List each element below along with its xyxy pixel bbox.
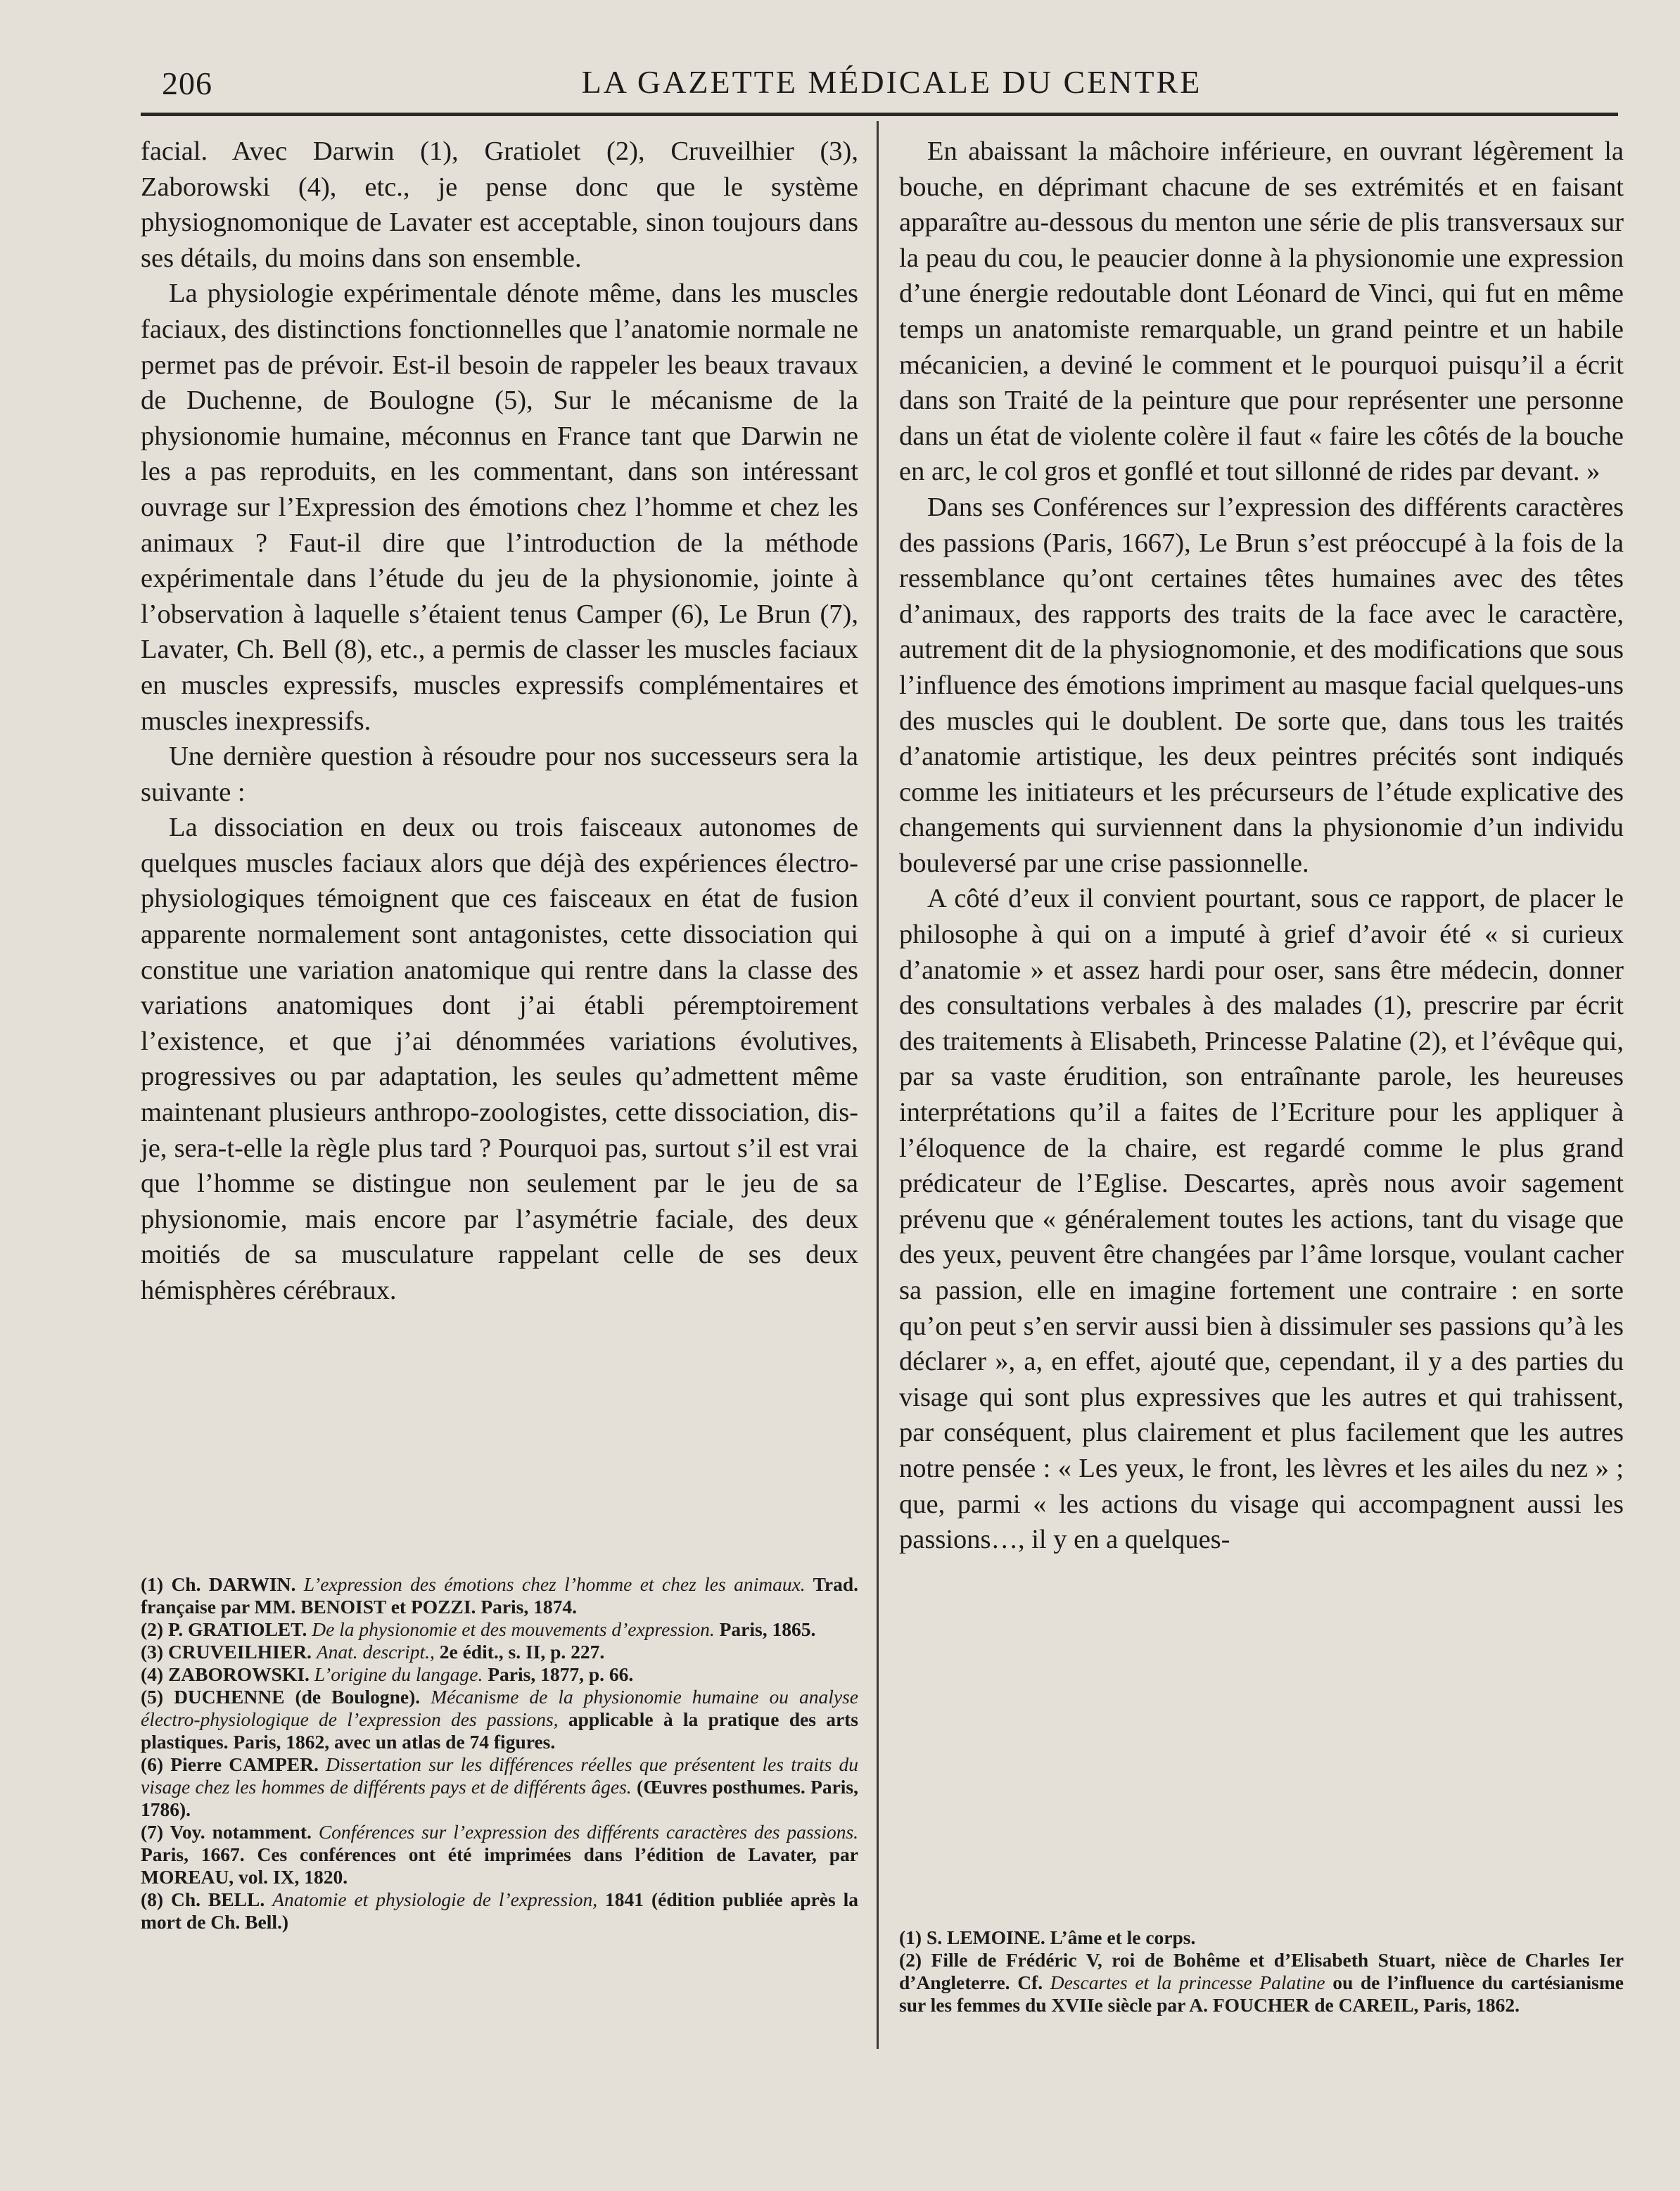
left-footnotes	[141, 1573, 858, 1933]
right-footnotes	[899, 1926, 1624, 2017]
footnote-details: Paris, 1865.	[719, 1618, 816, 1640]
footnote	[141, 1753, 858, 1821]
footnote-title: Mécanisme de la physionomie humaine ou analyse électro-physiologique de l’expression des passions,	[141, 1686, 859, 1730]
footnote-author: (2) P. GRATIOLET.	[141, 1618, 307, 1640]
footnote-details: Trad. française par MM. BENOIST et POZZI. Paris, 1874.	[141, 1573, 858, 1618]
paragraph: Une dernière question à résoudre pour nos successeurs sera la suivante :	[141, 742, 858, 807]
footnote-title: Anatomie et physiologie de l’expression,	[272, 1888, 598, 1910]
footnote-details: 2e édit., s. II, p. 227.	[439, 1641, 605, 1663]
footnote-title: L’expression des émotions chez l’homme et chez les animaux.	[303, 1573, 806, 1595]
footnote-details: Paris, 1877, p. 66.	[488, 1663, 634, 1685]
footnote	[141, 1663, 858, 1686]
footnote-details: 1841 (édition publiée après la mort de Ch. Bell.)	[141, 1888, 859, 1933]
paragraph: La physiologie expérimentale dénote même, dans les muscles faciaux, des distinctions fonctionnelles que l’anatomie normale ne permet pas de prévoir. Est-il besoin de rappeler les beaux travaux de Duchenne, de Boulogne (5), Sur le mécanisme de la physionomie humaine, méconnus en France tant que Darwin ne les a pas reproduits, en les commentant, dans son intéressant ouvrage sur l’Expression des émotions chez l’homme et chez les animaux ? Faut-il dire que l’introduction de la méthode expérimentale dans l’étude du jeu de la physionomie, jointe à l’observation à laquelle s’étaient tenus Camper (6), Le Brun (7), Lavater, Ch. Bell (8), etc., a permis de classer les muscles faciaux en muscles expressifs, muscles expressifs complémentaires et muscles inexpressifs.	[141, 279, 858, 736]
footnote	[141, 1686, 858, 1753]
footnote-author: (8) Ch. BELL.	[141, 1888, 265, 1910]
footnote	[141, 1573, 858, 1618]
footnote-title: Descartes et la princesse Palatine	[1050, 1971, 1325, 1993]
footnote-author: (6) Pierre CAMPER.	[141, 1753, 319, 1775]
page-header	[162, 56, 1622, 106]
footnote	[899, 1926, 1624, 1949]
footnote	[141, 1821, 858, 1888]
footnote	[141, 1888, 858, 1933]
footnote-author: (2) Fille de Frédéric V, roi de Bohême et d’Elisabeth Stuart, nièce de Charles Ier d’Angleterre. Cf.	[899, 1949, 1624, 1993]
footnote	[899, 1949, 1624, 2017]
footnote-author: (7) Voy. notamment.	[141, 1821, 312, 1843]
column-divider	[877, 121, 879, 2049]
footnote-title: Conférences sur l’expression des différents caractères des passions.	[318, 1821, 859, 1843]
right-column	[899, 134, 1624, 1558]
journal-title: LA GAZETTE MÉDICALE DU CENTRE	[581, 64, 1202, 100]
paragraph: Dans ses Conférences sur l’expression des différents caractères des passions (Paris, 1667), Le Brun s’est préoccupé à la fois de la ressemblance qu’ont certaines têtes humaines avec des têtes d’animaux, des rapports des traits de la face avec le caractère, autrement dit de la physiognomonie, et des modifications que sous l’influence des émotions impriment au masque facial quelques-uns des muscles qui le doublent. De sorte que, dans tous les traités d’anatomie artistique, les deux peintres précités sont indiqués comme les initiateurs et les précurseurs de l’étude explicative des changements qui surviennent dans la physionomie d’un individu bouleversé par une crise passionnelle.	[899, 492, 1624, 878]
footnote-details: ou de l’influence du cartésianisme sur les femmes du XVIIe siècle par A. FOUCHER de CAREIL, Paris, 1862.	[899, 1971, 1624, 2016]
paragraph: A côté d’eux il convient pourtant, sous ce rapport, de placer le philosophe à qui on a imputé à grief d’avoir été « si curieux d’anatomie » et assez hardi pour oser, sans être médecin, donner des consultations verbales à des malades (1), prescrire par écrit des traitements à Elisabeth, Princesse Palatine (2), et l’évêque qui, par sa vaste érudition, son entraînante parole, les heureuses interprétations qu’il a faites de l’Ecriture pour les appliquer à l’éloquence de la chaire, est regardé comme le plus grand prédicateur de l’Eglise. Descartes, après nous avoir sagement prévenu que « généralement toutes les actions, tant du visage que des yeux, peuvent être changées par l’âme lorsque, voulant cacher sa passion, elle en imagine fortement une contraire : en sorte qu’on peut s’en servir aussi bien à dissimuler ses passions qu’à les déclarer », a, en effet, ajouté que, cependant, il y a des parties du visage qui sont plus expressives que les autres et qui trahissent, par conséquent, plus clairement et plus facilement que les autres notre pensée : « Les yeux, le front, les lèvres et les ailes du nez » ; que, parmi « les actions du visage qui accompagnent aussi les passions…, il y en a quelques-	[899, 884, 1624, 1555]
footnote-author: (1) Ch. DARWIN.	[141, 1573, 296, 1595]
footnote-details: L’âme et le corps.	[1050, 1926, 1196, 1948]
paragraph: En abaissant la mâchoire inférieure, en ouvrant légèrement la bouche, en déprimant chacune de ses extrémités et en faisant apparaître au-dessous du menton une série de plis transversaux sur la peau du cou, le peaucier donne à la physionomie une expression d’une énergie redoutable dont Léonard de Vinci, qui fut en même temps un anatomiste remarquable, un grand peintre et un habile mécanicien, a deviné le comment et le pourquoi puisqu’il a écrit dans son Traité de la peinture que pour représenter une personne dans un état de violente colère il faut « faire les côtés de la bouche en arc, le col gros et gonflé et tout sillonné de rides par devant. »	[899, 136, 1624, 487]
footnote-details: applicable à la pratique des arts plastiques. Paris, 1862, avec un atlas de 74 figures.	[141, 1708, 859, 1753]
footnote-author: (3) CRUVEILHIER.	[141, 1641, 312, 1663]
header-rule	[141, 113, 1618, 116]
footnote-author: (4) ZABOROWSKI.	[141, 1663, 310, 1685]
footnote-details: (Œuvres posthumes. Paris, 1786).	[141, 1776, 858, 1820]
footnote-title: Anat. descript.,	[316, 1641, 435, 1663]
footnote-title: L’origine du langage.	[314, 1663, 483, 1685]
paragraph: facial. Avec Darwin (1), Gratiolet (2), Cruveilhier (3), Zaborowski (4), etc., je pense donc que le système physiognomonique de Lavater est acceptable, sinon toujours dans ses détails, du moins dans son ensemble.	[141, 136, 858, 273]
footnote-title: De la physionomie et des mouvements d’expression.	[312, 1618, 715, 1640]
footnote-details: Paris, 1667. Ces conférences ont été imprimées dans l’édition de Lavater, par MOREAU, vol. IX, 1820.	[141, 1843, 858, 1888]
footnote-author: (5) DUCHENNE (de Boulogne).	[141, 1686, 421, 1708]
footnote	[141, 1641, 858, 1663]
page-number: 206	[162, 65, 212, 101]
footnote-author: (1) S. LEMOINE.	[899, 1926, 1045, 1948]
footnote-title: Dissertation sur les différences réelles que présentent les traits du visage chez les hommes de différents pays et de différents âges.	[141, 1753, 858, 1798]
paragraph: La dissociation en deux ou trois faisceaux autonomes de quelques muscles faciaux alors que déjà des expériences électro-physiologiques témoignent que ces faisceaux en état de fusion apparente normalement sont antagonistes, cette dissociation qui constitue une variation anatomique qui rentre dans la classe des variations anatomiques dont j’ai établi péremptoirement l’existence, et que j’ai dénommées variations évolutives, progressives ou par adaptation, les seules qu’admettent même maintenant plusieurs anthropo-zoologistes, cette dissociation, dis-je, sera-t-elle la règle plus tard ? Pourquoi pas, surtout s’il est vrai que l’homme se distingue non seulement par le jeu de sa physionomie, mais encore par l’asymétrie faciale, des deux moitiés de sa musculature rappelant celle de ses deux hémisphères cérébraux.	[141, 813, 858, 1305]
left-column	[141, 134, 858, 1309]
footnote	[141, 1618, 858, 1641]
